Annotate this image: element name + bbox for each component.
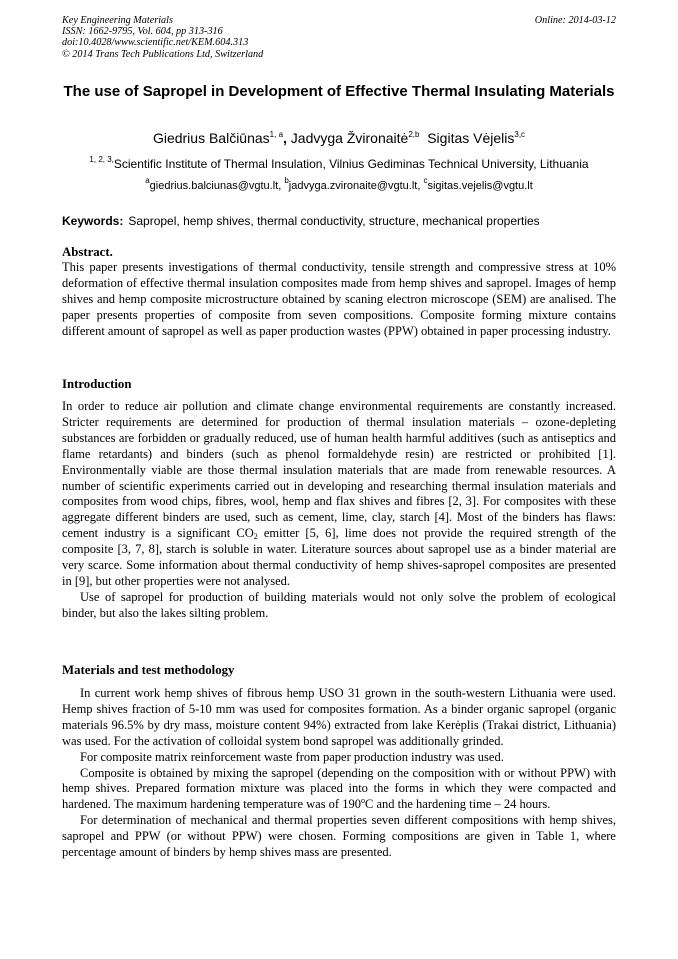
author-list <box>62 130 616 147</box>
author-superscript: 2,b <box>408 130 420 139</box>
paragraph <box>62 399 616 590</box>
email-superscript: a <box>145 176 150 185</box>
abstract-text: This paper presents investigations of thermal conductivity, tensile strength and compressive stress at 10% deformation of effective thermal insulation composites made from hemp shives and sapropel. Images of hemp shives and hemp composite microstructure obtained by scaning electron microscope (SEM) are analised. The paper presents properties of composite from seven compositions. Composite forming mixture contains different amount of sapropel as well as paper production wastes (PPW) obtained in paper processing industry. <box>62 260 616 338</box>
paragraph-text: Composite is obtained by mixing the sapropel (depending on the composition with or without PPW) with hemp shives. Prepared formation mixture was placed into the forms in which they were compacted and hardened. The maximum hardening temperature was of 190 <box>62 765 616 812</box>
keywords <box>62 214 616 229</box>
email-superscript: b <box>284 176 289 185</box>
paper-title: The use of Sapropel in Development of Effective Thermal Insulating Materials <box>63 83 615 100</box>
author-name: Sigitas Vėjelis <box>427 130 515 146</box>
email-link[interactable]: giedrius.balciunas@vgtu.lt, <box>149 180 282 192</box>
journal-header <box>62 15 616 60</box>
abstract-section <box>62 244 616 340</box>
keywords-label: Keywords: <box>62 214 124 228</box>
paragraph: For determination of mechanical and thermal properties seven different compositions with hemp shives, sapropel and PPW (or without PPW) were chosen. Forming compositions are given in Table 1, where percentage amount of binders by hemp shives mass are presented. <box>62 813 616 860</box>
introduction-heading: Introduction <box>62 377 132 391</box>
paragraph: In current work hemp shives of fibrous hemp USO 31 grown in the south-western Lithuania were used. Hemp shives fraction of 5-10 mm was used for composites formation. As a binder organic sapropel (organic materials 96.5% by dry mass, moisture content 94%) extracted from lake Kerėplis (Trakai district, Lithuania) was used. For the activation of colloidal system bond sapropel was additionally grinded. <box>62 686 616 748</box>
email-link[interactable]: sigitas.vejelis@vgtu.lt <box>427 180 533 192</box>
paragraph: For composite matrix reinforcement waste from paper production industry was used. <box>80 749 504 764</box>
affiliation-superscript: 1, 2, 3, <box>89 155 114 164</box>
paragraph: Use of sapropel for production of building materials would not only solve the problem of ecological binder, but also the lakes silting problem. <box>62 589 616 620</box>
email-superscript: c <box>423 176 428 185</box>
author-name: Giedrius Balčiūnas <box>152 130 270 146</box>
issn-line: ISSN: 1662-9795, Vol. 604, pp 313-316 <box>62 26 223 38</box>
online-date: Online: 2014-03-12 <box>534 15 616 26</box>
paragraph-text: In order to reduce air pollution and climate change environmental requirements are constantly increased. Stricter requirements are determined for production of thermal insulation materials – ozone-depleting substances are forbidden or gradually reduced, use of human health harmful additives (such as antiseptics and flame retardants) and binders (such as phenol formaldehyde resin) are restricted or prohibited [1]. Environmentally viable are those thermal insulation materials that are made from renewable resources. A number of scientific experiments carried out in developing and researching thermal insulation materials and composites from wood chips, fibres, wool, hemp and flax shives and fibres [2, 3]. For composites with these aggregate different binders are used, such as cement, lime, clay, starch [4]. Most of the binders has flaws: cement industry is a significant CO <box>62 399 616 541</box>
affiliation <box>62 157 616 172</box>
author-superscript: 1, a <box>269 130 284 139</box>
paragraph-text: emitter [5, 6], lime does not provide the required strength of the composite [3, 7, 8], starch is soluble in water. Literature sources about sapropel use as a binder material are very scarce. Some information about thermal conductivity of hemp shives-sapropel composites are presented in [9], but other properties were not analysed. <box>62 526 616 588</box>
abstract-heading: Abstract. <box>62 245 113 259</box>
keywords-text: Sapropel, hemp shives, thermal conductivity, structure, mechanical properties <box>128 214 540 228</box>
author-separator: , <box>283 130 287 146</box>
doi-line: doi:10.4028/www.scientific.net/KEM.604.313 <box>62 37 249 49</box>
methodology-section <box>62 662 616 861</box>
subscript: 2 <box>253 532 258 542</box>
superscript: o <box>360 796 365 806</box>
affiliation-text: Scientific Institute of Thermal Insulation, Vilnius Gediminas Technical University, Lithuania <box>113 157 589 171</box>
email-list <box>62 176 616 193</box>
email-link[interactable]: jadvyga.zvironaite@vgtu.lt, <box>288 180 421 192</box>
paragraph-text: C and the hardening time – 24 hours. <box>364 797 551 812</box>
journal-name: Key Engineering Materials <box>62 15 173 26</box>
author-superscript: 3,c <box>514 130 526 139</box>
author-name: Jadvyga Žvironaitė <box>290 130 409 146</box>
copyright-line: © 2014 Trans Tech Publications Ltd, Switzerland <box>62 48 264 60</box>
introduction-section <box>62 376 616 622</box>
methodology-heading: Materials and test methodology <box>62 663 235 677</box>
paragraph <box>62 766 616 814</box>
